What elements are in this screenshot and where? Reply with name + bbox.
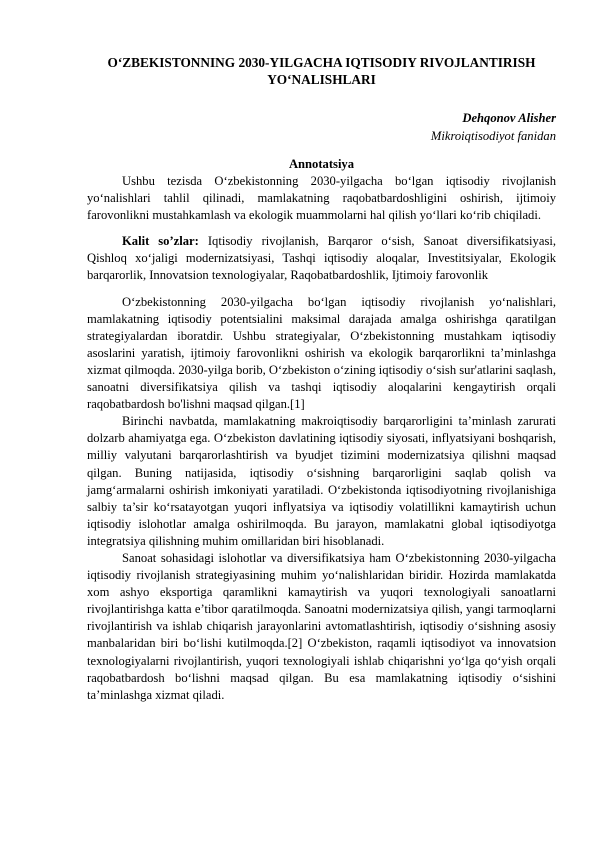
author-block — [87, 110, 556, 145]
abstract-heading: Annotatsiya — [288, 157, 355, 171]
body-paragraph: Birinchi navbatda, mamlakatning makroiqtisodiy barqarorligini ta’minlash zarurati dolzarb ahamiyatga ega. O‘zbekiston davlatining iqtisodiy siyosati, inflyatsiyani boshqarish, milliy valyutani barqarorlashtirish va byudjet tizimini modernizatsiya qilishni maqsad qilgan. Buning natijasida, iqtisodiy o‘sishning barqarorligini saqlab qolish va jamg‘armalarni oshirish imkoniyati yaratiladi. O‘zbekistonda iqtisodiyotning rivojlanishiga salbiy ta’sir ko‘rsatayotgan yuqori inflyatsiya va iqtisodiy volatillikni kamaytirish uchun iqtisodiy islohotlar amalga oshirilmoqda. Bu jarayon, mamlakatni global iqtisodiyotga integratsiya qilishning muhim omillaridan biri hisoblanadi. — [87, 414, 556, 548]
author-name: Dehqonov Alisher — [462, 111, 556, 125]
paper-content — [87, 54, 556, 704]
keywords-text: Iqtisodiy rivojlanish, Barqaror o‘sish, Sanoat diversifikatsiyasi, Qishloq xo‘jaligi modernizatsiyasi, Tashqi iqtisodiy aloqalar, Investitsiyalar, Ekologik barqarorlik, Innovatsion texnologiyalar, Raqobatbardoshlik, Ijtimoiy farovonlik — [87, 234, 556, 283]
abstract-text: Ushbu tezisda O‘zbekistonning 2030-yilgacha bo‘lgan iqtisodiy rivojlanish yo‘nalishlari tahlil qilinadi, mamlakatning raqobatbardoshligini oshirish, ijtimoiy farovonlikni mustahkamlash va ekologik muammolarni hal qilish yo‘llari ko‘rib chiqiladi. — [87, 174, 556, 223]
keywords-label: Kalit so’zlar: — [122, 234, 199, 249]
author-affiliation: Mikroiqtisodiyot fanidan — [430, 128, 556, 143]
paper-title: O‘ZBEKISTONNING 2030-YILGACHA IQTISODIY RIVOJLANTIRISH YO‘NALISHLARI — [107, 55, 536, 87]
body-paragraph: O‘zbekistonning 2030-yilgacha bo‘lgan iqtisodiy rivojlanish yo‘nalishlari, mamlakatning iqtisodiy potentsialini maksimal darajada amalga oshirishga qaratilgan strategiyalardan iboratdir. Ushbu strategiyalar, O‘zbekistonning mustahkam iqtisodiy asoslarini yaratish, ijtimoiy farovonlikni oshirish va ekologik barqarorlikni ta’minlashga xizmat qilmoqda. 2030-yilga borib, O‘zbekiston o‘zining iqtisodiy o‘sish sur'atlarini saqlash, sanoatni diversifikatsiya qilish va tashqi iqtisodiy aloqalarini kengaytirish orqali raqobatbardosh bo'lishni maqsad qilgan.[1] — [87, 294, 556, 412]
body-paragraph: Sanoat sohasidagi islohotlar va diversifikatsiya ham O‘zbekistonning 2030-yilgacha iqtisodiy rivojlanish strategiyasining muhim yo‘nalishlaridan biridir. Hozirda mamlakatda xom ashyo eksportiga qaramlikni kamaytirish va yuqori texnologiyali sanoatlarni rivojlantirishga katta e’tibor qaratilmoqda. Sanoatni modernizatsiya qilish, yangi tarmoqlarni rivojlantirish va ishlab chiqarish jarayonlarini avtomatlashtirish, iqtisodiy o‘sishning asosiy manbalaridan biri bo‘lishi kutilmoqda.[2] O‘zbekiston, raqamli iqtisodiyot va innovatsion texnologiyalarni rivojlantirish, yuqori texnologiyali ishlab chiqarishni yo‘lga qo‘yish orqali raqobatbardosh bo‘lishni maqsad qilgan. Bu esa mamlakatning iqtisodiy o‘sishini ta’minlashga xizmat qiladi. — [87, 550, 556, 702]
keywords-paragraph — [87, 233, 556, 284]
